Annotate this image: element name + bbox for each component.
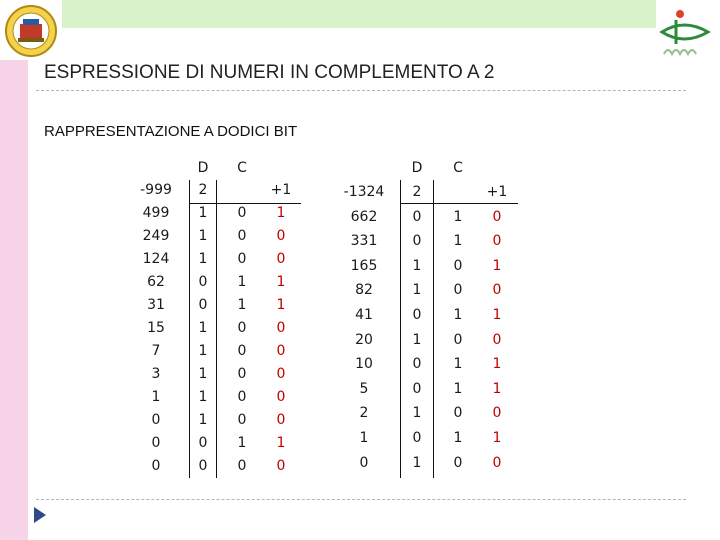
plus-one-digit: 0 <box>492 282 502 299</box>
d-digit: 0 <box>412 356 422 373</box>
plus-one-digit: 0 <box>276 320 286 336</box>
number-cell: 15 <box>147 320 165 336</box>
c-digit: 1 <box>453 208 463 225</box>
number-cell: 82 <box>355 282 373 299</box>
d-digit: 1 <box>412 454 422 471</box>
number-cell: 0 <box>359 454 369 471</box>
university-seal-logo <box>4 4 58 58</box>
c-digit: 1 <box>237 297 247 313</box>
plus-one-digit: 1 <box>276 297 286 313</box>
d-digit: 1 <box>198 389 208 405</box>
column-divider <box>189 180 190 478</box>
c-digit: 0 <box>453 331 463 348</box>
d-digit: 0 <box>198 274 208 290</box>
bottom-separator <box>36 499 686 500</box>
d-digit: 0 <box>198 297 208 313</box>
page-title: ESPRESSIONE DI NUMERI IN COMPLEMENTO A 2 <box>44 62 495 83</box>
header-plus-one: +1 <box>270 182 292 198</box>
next-slide-arrow-icon[interactable] <box>34 507 46 523</box>
c-digit: 0 <box>453 454 463 471</box>
number-cell: 10 <box>355 356 373 373</box>
d-digit: 0 <box>412 430 422 446</box>
header-c: C <box>237 160 247 176</box>
left-pink-bar <box>0 60 28 540</box>
number-cell: 662 <box>350 208 378 225</box>
plus-one-digit: 0 <box>276 251 286 267</box>
plus-one-digit: 1 <box>492 356 502 373</box>
c-digit: 0 <box>237 389 247 405</box>
plus-one-digit: 0 <box>276 366 286 382</box>
c-digit: 0 <box>237 228 247 244</box>
number-cell: 2 <box>359 405 369 422</box>
c-digit: 0 <box>237 366 247 382</box>
header-plus-one: +1 <box>486 184 508 200</box>
number-cell: 3 <box>151 366 161 382</box>
c-digit: 1 <box>453 430 463 446</box>
d-digit: 1 <box>198 320 208 336</box>
c-digit: 0 <box>453 282 463 299</box>
c-digit: 0 <box>237 251 247 267</box>
d-digit: 2 <box>198 182 208 198</box>
title-separator <box>36 90 686 91</box>
c-digit: 0 <box>237 412 247 428</box>
d-digit: 0 <box>412 208 422 225</box>
c-digit: 0 <box>237 205 247 221</box>
plus-one-digit: 0 <box>276 228 286 244</box>
number-cell: -999 <box>140 182 172 198</box>
d-digit: 1 <box>198 251 208 267</box>
c-digit: 1 <box>453 356 463 373</box>
number-cell: 41 <box>355 307 373 323</box>
d-digit: 1 <box>412 405 422 422</box>
d-digit: 0 <box>198 458 208 474</box>
number-cell: 249 <box>142 228 170 244</box>
plus-one-digit: 1 <box>276 435 286 451</box>
c-digit: 0 <box>453 257 463 274</box>
number-cell: 0 <box>151 458 161 474</box>
number-cell: 331 <box>350 233 378 250</box>
plus-one-digit: 1 <box>492 257 502 274</box>
c-digit: 1 <box>237 274 247 290</box>
c-digit: 0 <box>237 320 247 336</box>
c-digit: 1 <box>237 435 247 451</box>
plus-one-digit: 0 <box>492 405 502 422</box>
header-d: D <box>411 160 423 176</box>
plus-one-digit: 0 <box>276 389 286 405</box>
plus-one-digit: 0 <box>492 331 502 348</box>
column-divider <box>400 180 401 478</box>
number-cell: 0 <box>151 412 161 428</box>
c-digit: 1 <box>453 233 463 250</box>
column-divider <box>216 180 217 478</box>
d-digit: 1 <box>412 257 422 274</box>
d-digit: 1 <box>198 366 208 382</box>
plus-one-digit: 0 <box>492 454 502 471</box>
number-cell: 20 <box>355 331 373 348</box>
plus-one-digit: 1 <box>492 307 502 323</box>
row-divider <box>400 203 518 204</box>
number-cell: 1 <box>151 389 161 405</box>
number-cell: 1 <box>359 430 369 446</box>
number-cell: 499 <box>142 205 170 221</box>
c-digit: 0 <box>453 405 463 422</box>
header-d: D <box>197 160 209 176</box>
plus-one-digit: 0 <box>276 343 286 359</box>
department-logo <box>654 4 716 62</box>
number-cell: -1324 <box>343 184 385 200</box>
column-divider <box>433 180 434 478</box>
d-digit: 1 <box>412 282 422 299</box>
d-digit: 2 <box>412 184 422 200</box>
plus-one-digit: 1 <box>492 380 502 397</box>
c-digit: 0 <box>237 458 247 474</box>
c-digit: 1 <box>453 307 463 323</box>
section-subtitle: RAPPRESENTAZIONE A DODICI BIT <box>44 123 298 140</box>
d-digit: 1 <box>412 331 422 348</box>
c-digit: 1 <box>453 380 463 397</box>
plus-one-digit: 1 <box>492 430 502 446</box>
c-digit: 0 <box>237 343 247 359</box>
d-digit: 1 <box>198 343 208 359</box>
number-cell: 7 <box>151 343 161 359</box>
top-green-bar <box>62 0 656 28</box>
number-cell: 31 <box>147 297 165 313</box>
header-c: C <box>453 160 463 176</box>
number-cell: 5 <box>359 380 369 397</box>
plus-one-digit: 1 <box>276 205 286 221</box>
d-digit: 0 <box>412 233 422 250</box>
plus-one-digit: 0 <box>492 233 502 250</box>
number-cell: 0 <box>151 435 161 451</box>
plus-one-digit: 1 <box>276 274 286 290</box>
row-divider <box>189 203 301 204</box>
number-cell: 62 <box>147 274 165 290</box>
d-digit: 1 <box>198 412 208 428</box>
d-digit: 0 <box>412 380 422 397</box>
d-digit: 1 <box>198 228 208 244</box>
d-digit: 1 <box>198 205 208 221</box>
plus-one-digit: 0 <box>276 458 286 474</box>
plus-one-digit: 0 <box>276 412 286 428</box>
plus-one-digit: 0 <box>492 208 502 225</box>
number-cell: 124 <box>142 251 170 267</box>
number-cell: 165 <box>350 257 378 274</box>
d-digit: 0 <box>412 307 422 323</box>
d-digit: 0 <box>198 435 208 451</box>
